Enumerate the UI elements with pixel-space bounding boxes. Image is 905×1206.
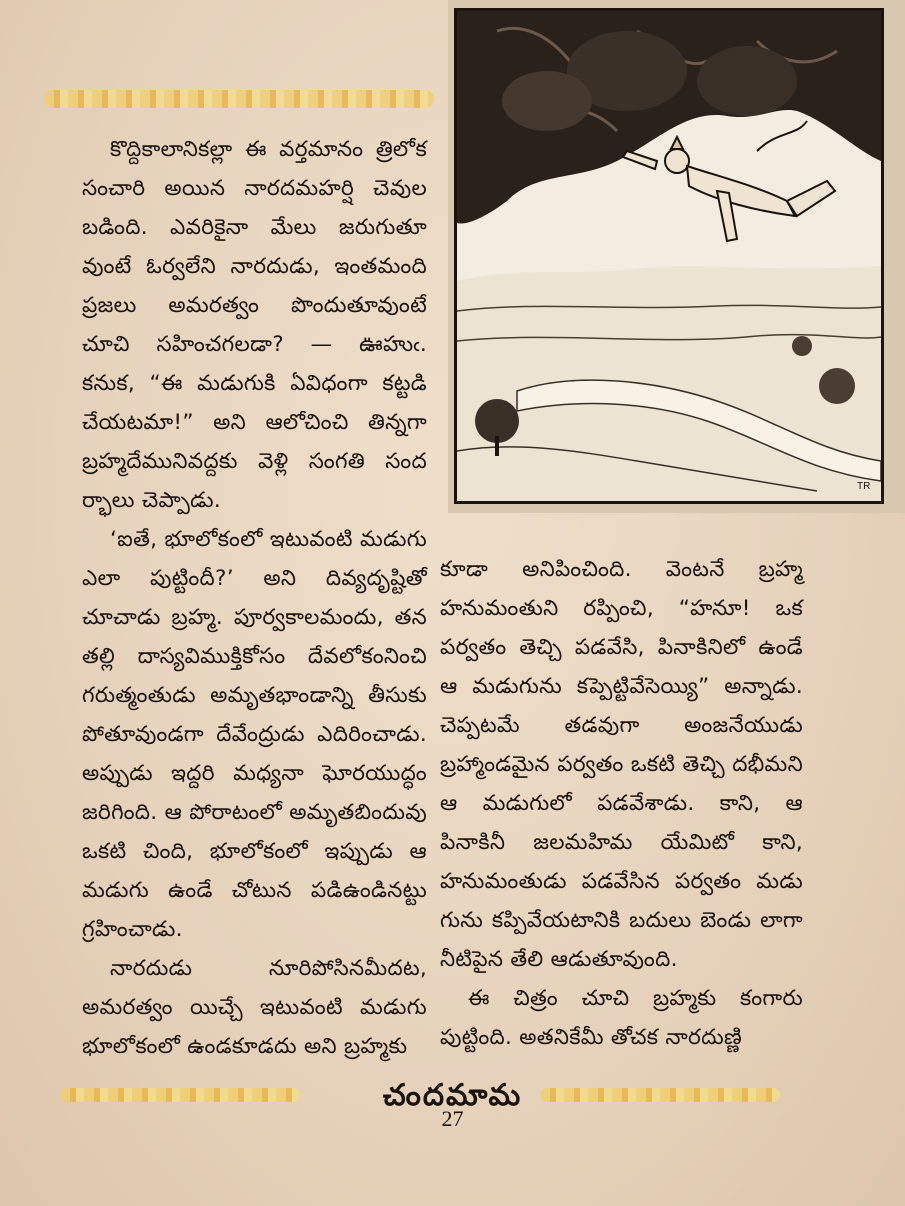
page-number: 27 — [441, 1106, 464, 1131]
left-column — [82, 130, 427, 1066]
magazine-title: చందమామ — [382, 1078, 523, 1113]
left-paragraph-2: ‘ఐతే, భూలోకంలో ఇటువంటి మడుగు ఎలా పుట్టిందీ?’ అని దివ్యదృష్టితో చూచాడు బ్రహ్మ. పూర్వకాలమందు, తన తల్లి దాస్యవిముక్తికోసం దేవలోకంనించి గరుత్మంతుడు అమృతభాండాన్ని తీసుకు పోతూవుండగా దేవేంద్రుడు ఎదిరించాడు. అప్పుడు ఇద్దరి మధ్యనా ఘోరయుద్ధం జరిగింది. ఆ పోరాటంలో అమృతబిందువు ఒకటి చింది, భూలోకంలో ఇప్పుడు ఆ మడుగు ఉండే చోటున పడిఉండినట్టు గ్రహించాడు. — [82, 527, 427, 942]
hanuman-flying-with-mountain-illustration — [454, 8, 884, 504]
right-paragraph-1: కూడా అనిపించింది. వెంటనే బ్రహ్మ హనుమంతుని రప్పించి, “హనూ! ఒక పర్వతం తెచ్చి పడవేసి, పినాకినిలో ఉండే ఆ మడుగును కప్పెట్టివేసెయ్యి” అన్నాడు. చెప్పటమే తడవుగా అంజనేయుడు బ్రహ్మాండమైన పర్వతం ఒకటి తెచ్చి దభీమని ఆ మడుగులో పడవేశాడు. కాని, ఆ పినాకినీ జలమహిమ యేమిటో కాని, హనుమంతుడు పడవేసిన పర్వతం మడు గును కప్పివేయటానికి బదులు బెండు లాగా నీటిపైన తేలి ఆడుతూవుంది. — [440, 557, 803, 972]
right-paragraph-2: ఈ చిత్రం చూచి బ్రహ్మకు కంగారు పుట్టింది. అతనికేమీ తోచక నారదుణ్ణి — [440, 986, 803, 1050]
right-column — [440, 550, 803, 1057]
illustration-art — [457, 11, 881, 501]
artist-mark: TR — [857, 481, 871, 492]
left-paragraph-3: నారదుడు నూరిపోసినమీదట, అమరత్వం యిచ్చే ఇటువంటి మడుగు భూలోకంలో ఉండకూడదు అని బ్రహ్మకు — [82, 956, 427, 1059]
left-paragraph-1: కొద్దికాలానికల్లా ఈ వర్తమానం త్రిలోక సంచారి అయిన నారదమహర్షి చెవుల బడింది. ఎవరికైనా మేలు జరుగుతూ వుంటే ఓర్వలేని నారదుడు, ఇంతమంది ప్రజలు అమరత్వం పొందుతూవుంటే చూచి సహించగలడా? — ఊహుఁ. కనుక, “ఈ మడుగుకి ఏవిధంగా కట్టడి చేయటమా!” అని ఆలోచించి తిన్నగా బ్రహ్మదేమునివద్దకు వెళ్లి సంగతి సంద ర్భాలు చెప్పాడు. — [82, 137, 427, 513]
illustration-panel — [448, 0, 905, 513]
header-decoration — [44, 90, 434, 108]
